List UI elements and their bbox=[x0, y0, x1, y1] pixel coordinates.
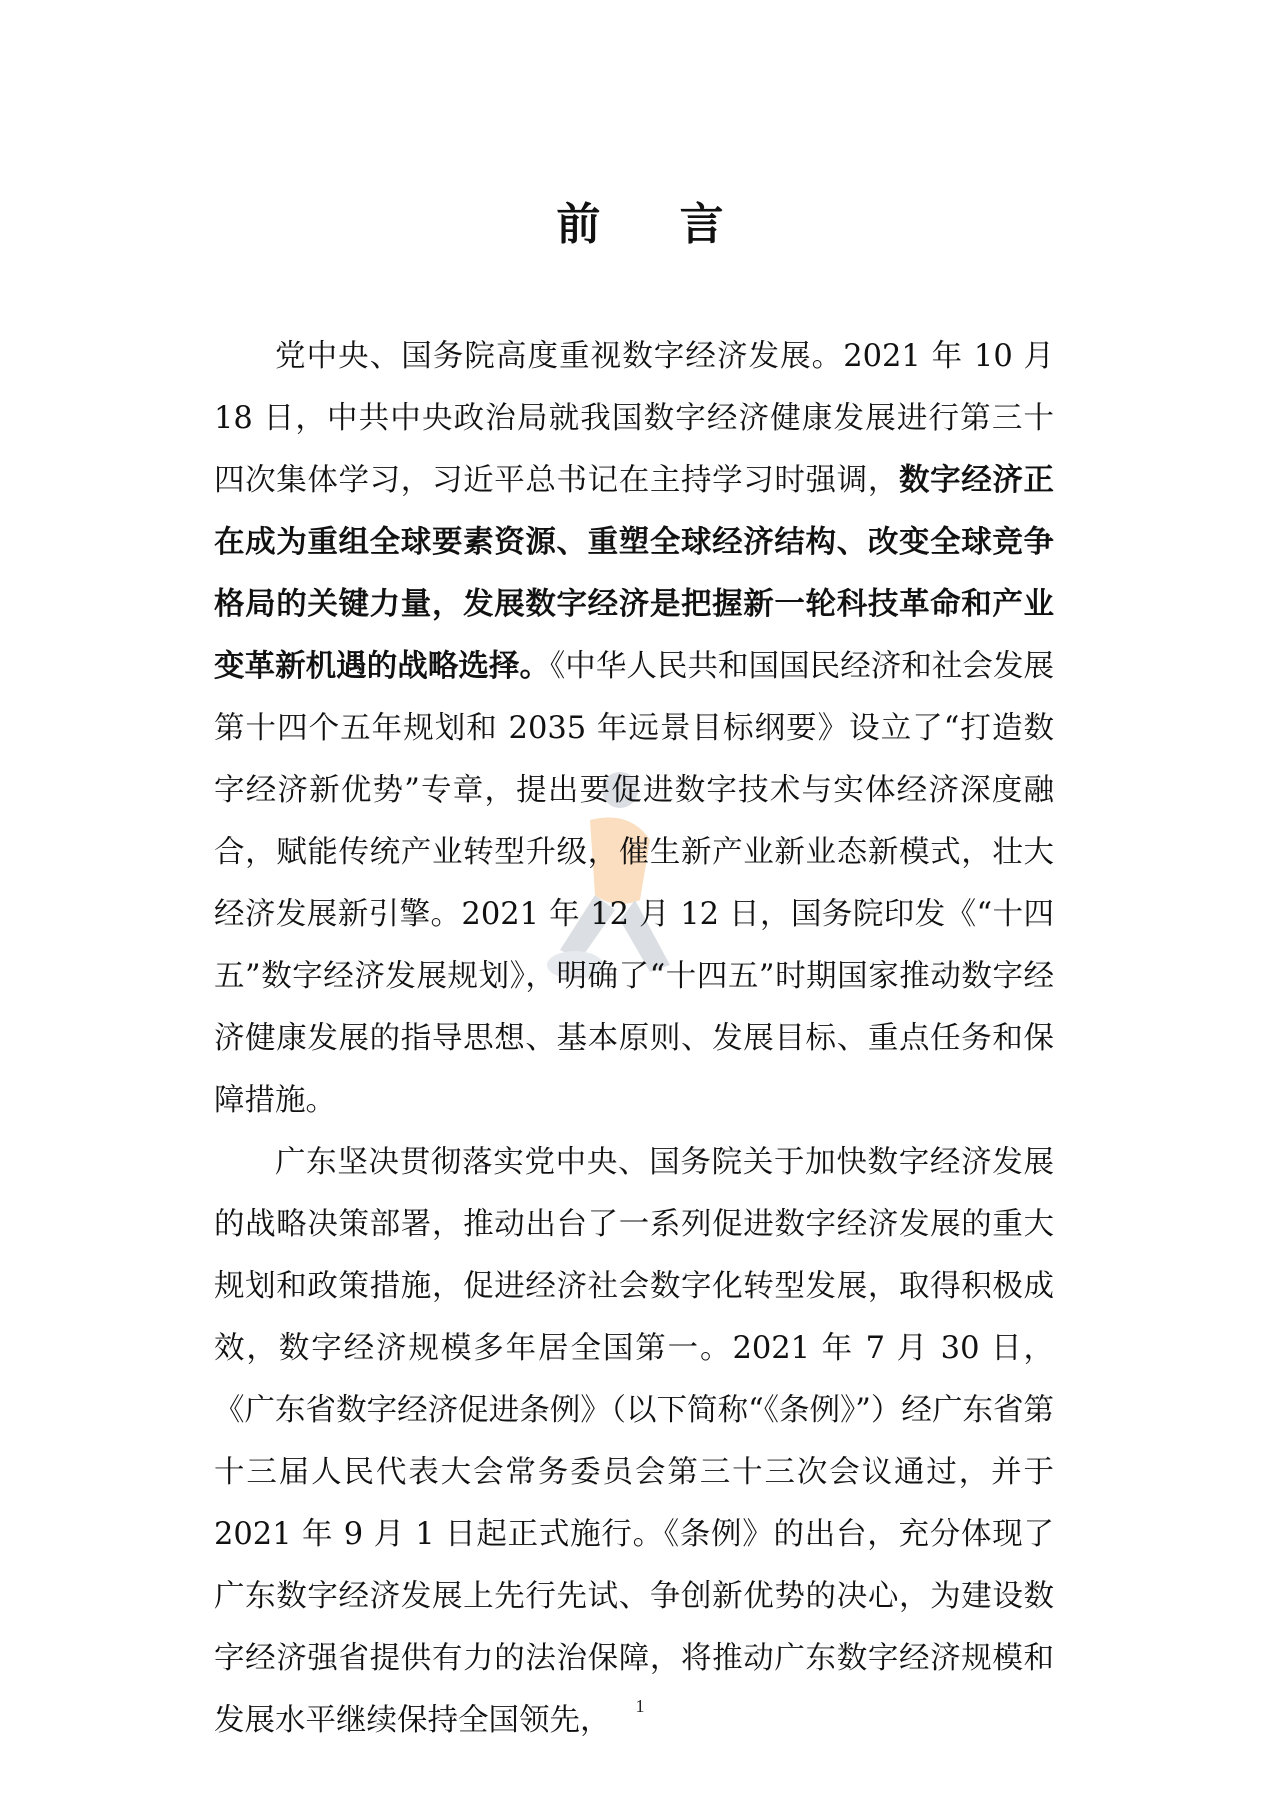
body-text bbox=[214, 326, 1054, 1752]
paragraph-text: 《中华人民共和国国民经济和社会发展第十四个五年规划和 2035 年远景目标纲要》设立了“打造数字经济新优势”专章，提出要促进数字技术与实体经济深度融合，赋能传统产业转型升级，催生新产业新业态新模式，壮大经济发展新引擎。2021 年 12 月 12 日，国务院印发《“十四五”数字经济发展规划》，明确了“十四五”时期国家推动数字经济健康发展的指导思想、基本原则、发展目标、重点任务和保障措施。 bbox=[214, 649, 1055, 1118]
paragraph bbox=[214, 326, 1054, 1132]
paragraph-text: 广东坚决贯彻落实党中央、国务院关于加快数字经济发展的战略决策部署，推动出台了一系列促进数字经济发展的重大规划和政策措施，促进经济社会数字化转型发展，取得积极成效，数字经济规模多年居全国第一。2021 年 7 月 30 日，《广东省数字经济促进条例》（以下简称“《条例》”）经广东省第十三届人民代表大会常务委员会第三十三次会议通过，并于 2021 年 9 月 1 日起正式施行。《条例》的出台，充分体现了广东数字经济发展上先行先试、争创新优势的决心，为建设数字经济强省提供有力的法治保障，将推动广东数字经济规模和发展水平继续保持全国领先， bbox=[214, 1145, 1054, 1738]
emphasized-text: 数字经济正在成为重组全球要素资源、重塑全球经济结构、改变全球竞争格局的关键力量，发展数字经济是把握新一轮科技革命和产业变革新机遇的战略选择。 bbox=[214, 463, 1055, 684]
page-number: 1 bbox=[635, 1696, 645, 1716]
paragraph-text: 党中央、国务院高度重视数字经济发展。2021 年 10 月 18 日，中共中央政治局就我国数字经济健康发展进行第三十四次集体学习，习近平总书记在主持学习时强调， bbox=[214, 339, 1054, 498]
paragraph bbox=[214, 1132, 1054, 1752]
page-title: 前 言 bbox=[556, 199, 756, 250]
